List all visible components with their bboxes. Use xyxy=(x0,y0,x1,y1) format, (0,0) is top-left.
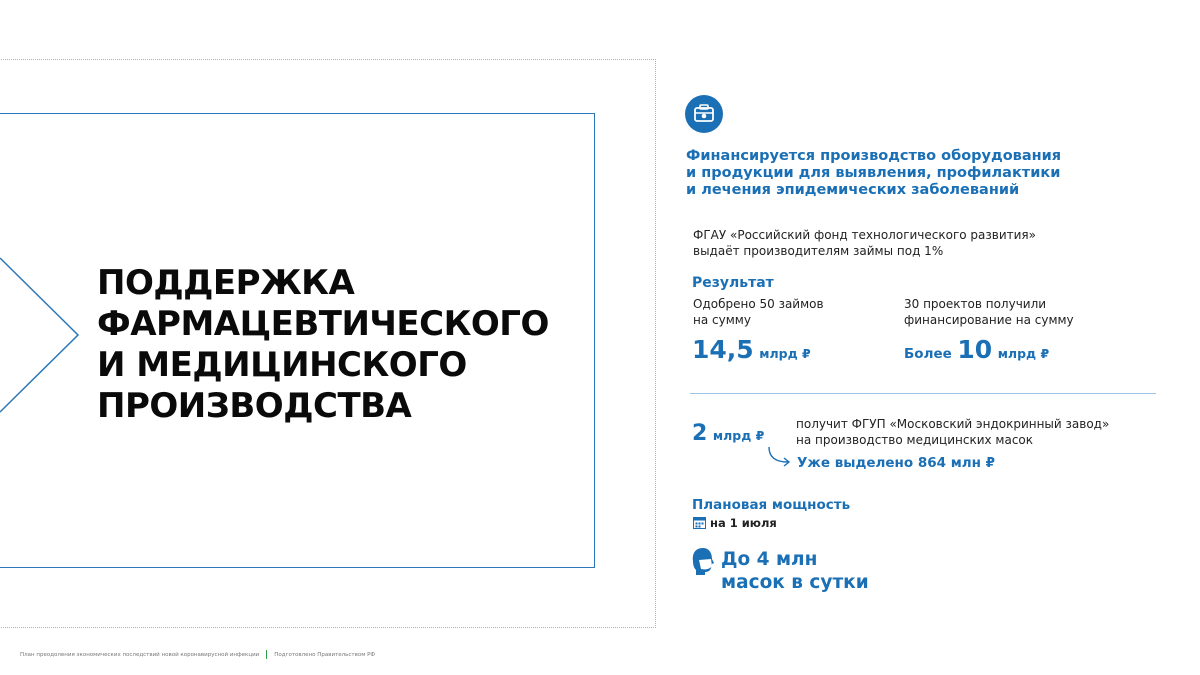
footer-left: План преодоления экономических последствий новой коронавирусной инфекции xyxy=(20,652,260,658)
chevron-arrow-icon xyxy=(0,250,82,420)
loans-amount xyxy=(692,335,811,364)
projects-unit: млрд ₽ xyxy=(997,346,1050,361)
projects-prefix: Более xyxy=(904,346,952,362)
loans-value: 14,5 xyxy=(692,335,754,364)
plan-title: Плановая мощность xyxy=(692,497,851,513)
curved-arrow-icon xyxy=(766,446,794,468)
capacity-value: До 4 млн масок в сутки xyxy=(721,549,869,593)
plant-unit: млрд ₽ xyxy=(712,428,765,443)
divider xyxy=(690,393,1156,394)
plan-date: на 1 июля xyxy=(710,516,777,530)
calendar-icon xyxy=(693,516,706,529)
page-title: ПОДДЕРЖКА ФАРМАЦЕВТИЧЕСКОГО И МЕДИЦИНСКОГО ПРОИЗВОДСТВА xyxy=(97,263,549,426)
loans-unit: млрд ₽ xyxy=(759,346,811,361)
headline: Финансируется производство оборудования и продукции для выявления, профилактики и лечения эпидемических заболеваний xyxy=(686,148,1062,198)
loans-text: Одобрено 50 займов на сумму xyxy=(693,297,824,327)
plant-text: получит ФГУП «Московский эндокринный завод» на производство медицинских масок xyxy=(796,417,1110,447)
projects-amount xyxy=(904,335,1049,364)
footer-separator xyxy=(266,650,267,659)
face-mask-icon xyxy=(690,546,716,576)
projects-text: 30 проектов получили финансирование на сумму xyxy=(904,297,1074,327)
allocated-amount: Уже выделено 864 млн ₽ xyxy=(797,455,996,471)
medical-case-icon xyxy=(685,95,723,133)
result-title: Результат xyxy=(692,275,774,291)
projects-value: 10 xyxy=(957,335,993,364)
footer xyxy=(20,650,375,659)
plant-amount xyxy=(692,421,764,446)
footer-right: Подготовлено Правительством РФ xyxy=(274,652,376,658)
fund-description: ФГАУ «Российский фонд технологического развития» выдаёт производителям займы под 1% xyxy=(693,228,1036,258)
plant-value: 2 xyxy=(692,421,708,446)
